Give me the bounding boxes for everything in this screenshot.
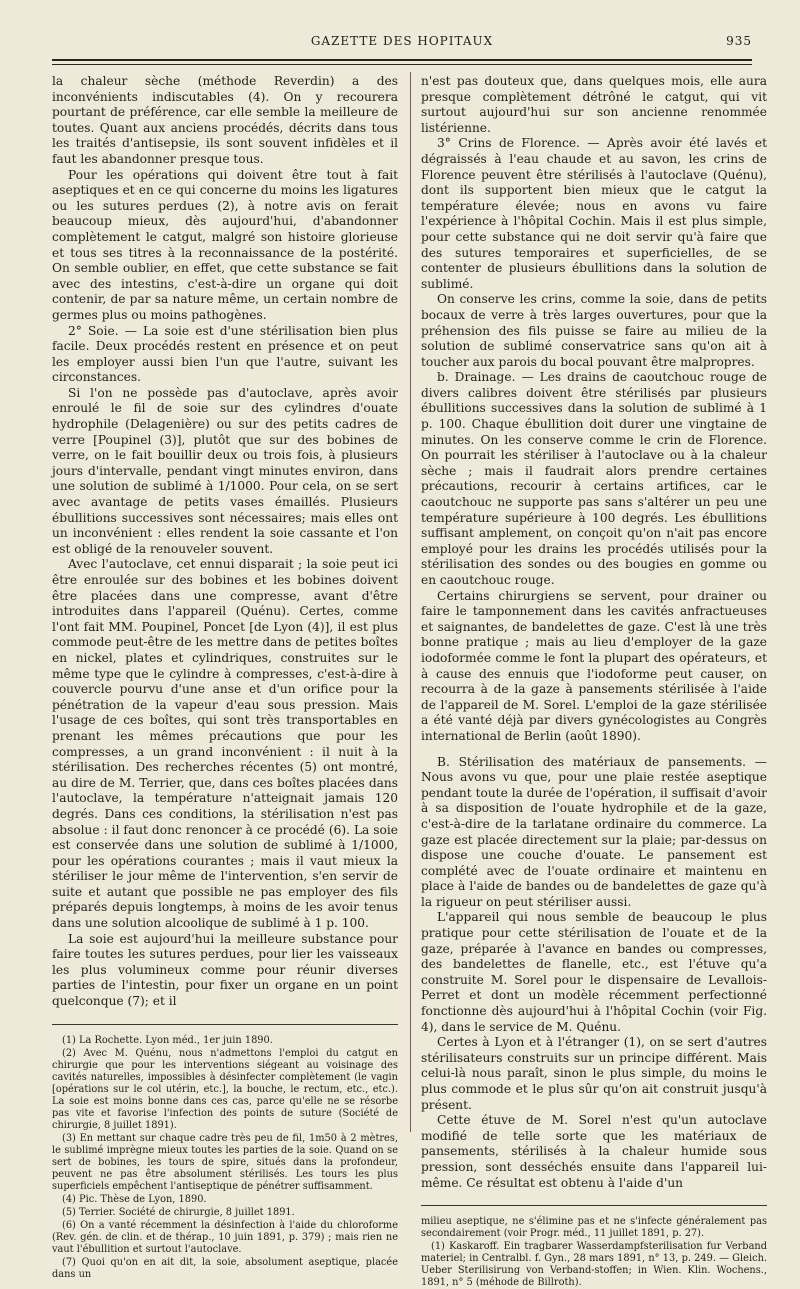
paragraph: Certains chirurgiens se servent, pour drainer ou faire le tamponnement dans les cavités anfractueuses et saignantes, de bandelettes de gaze. C'est là une très bonne pratique ; mais au lieu d'employer de la gaze iodoformée comme le font la plupart des opérateurs, et à cause des ennuis que l'iodoforme peut causer, on recourra à de la gaze à pansements stérilisée à l'aide de l'appareil de M. Sorel. L'emploi de la gaze stérilisée a été vanté déjà par divers gynécologistes au Congrès international de Berlin (août 1890). [421,588,767,743]
header-rule-thin [52,64,752,65]
footnotes [421,1216,767,1289]
paragraph: Pour les opérations qui doivent être tout à fait aseptiques et en ce qui concerne du moins les ligatures ou les sutures perdues (2), à notre avis on ferait beaucoup mieux, dès aujourd'hui, d'abandonner complètement le catgut, malgré son histoire glorieuse et tous ses titres à la reconnaissance de la postérité. On semble oublier, en effet, que cette substance se fait avec des intestins, c'est-à-dire un organe qui doit contenir, de par sa nature même, un certain nombre de germes plus ou moins pathogènes. [52,167,398,322]
paragraph: La soie est aujourd'hui la meilleure substance pour faire toutes les sutures perdues, pour lier les vaisseaux les plus volumineux comme pour réunir diverses parties de l'intestin, pour fixer un organe en un point quelconque (7); et il [52,931,398,1009]
column-divider [410,72,411,1132]
footnote: (3) En mettant sur chaque cadre très peu de fil, 1m50 à 2 mètres, le sublimé imprègne mieux toutes les parties de la soie. Quand on se sert de bobines, les tours de spire, situés dans la profondeur, peuvent ne pas être absolument stérilisés. Les tours les plus superficiels empêchent l'antiseptique de pénétrer suffisamment. [52,1132,398,1192]
footnotes [52,1035,398,1281]
paragraph: Cette étuve de M. Sorel n'est qu'un autoclave modifié de telle sorte que les matériaux de pansements, stérilisés à la chaleur humide sous pression, sont desséchés ensuite dans l'appareil lui-même. Ce résultat est obtenu à l'aide d'un [421,1113,767,1190]
paragraph: L'appareil qui nous semble de beaucoup le plus pratique pour cette stérilisation de l'ouate et de la gaze, préparée à l'avance en bandes ou compresses, des bandelettes de flanelle, etc., est l'étuve qu'a construite M. Sorel pour le dispensaire de Levallois-Perret et dont un modèle récemment perfectionné fonctionne dès aujourd'hui à l'hôpital Cochin (voir Fig. 4), dans le service de M. Quénu. [421,910,767,1034]
paragraph: Si l'on ne possède pas d'autoclave, après avoir enroulé le fil de soie sur des cylindres d'ouate hydrophile (Delagenière) ou sur des petits cadres de verre [Poupinel (3)], plutôt que sur des bobines de verre, on le fait bouillir deux ou trois fois, à plusieurs jours d'intervalle, pendant vingt minutes environ, dans une solution de sublimé à 1/1000. Pour cela, on se sert avec avantage de petits vases émaillés. Plusieurs ébullitions successives sont nécessaires; mais elles ont un inconvénient : elles rendent la soie cassante et l'on est obligé de la renouveler souvent. [52,385,398,556]
paragraph: Avec l'autoclave, cet ennui disparait ; la soie peut ici être enroulée sur des bobines et les bobines doivent être placées dans une compresse, avant d'être introduites dans l'appareil (Quénu). Certes, comme l'ont fait MM. Poupinel, Poncet [de Lyon (4)], il est plus commode peut-être de les mettre dans de petites boîtes en nickel, plates et cylindriques, construites sur le même type que le cylindre à compresses, c'est-à-dire à couvercle pourvu d'une anse et d'un orifice pour la pénétration de la vapeur d'eau sous pression. Mais l'usage de ces boîtes, qui sont très transportables en prenant les mêmes précautions que pour les compresses, a un grand inconvénient : il nuit à la stérilisation. Des recherches récentes (5) ont montré, au dire de M. Terrier, que, dans ces boîtes placées dans l'autoclave, la température n'atteignait jamais 120 degrés. Dans ces conditions, la stérilisation n'est pas absolue : il faut donc renoncer à ce procédé (6). La soie est conservée dans une solution de sublimé à 1/1000, pour les opérations courantes ; mais il vaut mieux la stériliser le jour même de l'intervention, s'en servir de suite et autant que possible ne pas employer des fils préparés depuis longtemps, à moins de les avoir tenus dans une solution alcoolique de sublimé à 1 p. 100. [52,557,398,931]
paragraph: n'est pas douteux que, dans quelques mois, elle aura presque complètement détrôné le catgut, qui vit surtout aujourd'hui sur son ancienne renommée listérienne. [421,74,767,135]
paragraph: b. Drainage. — Les drains de caoutchouc rouge de divers calibres doivent être stérilisés par plusieurs ébullitions successives dans la solution de sublimé à 1 p. 100. Chaque ébullition doit durer une vingtaine de minutes. On les conserve comme le crin de Florence. On pourrait les stériliser à l'autoclave ou à la chaleur sèche ; mais il faudrait alors prendre certaines précautions, recourir à certains artifices, car le caoutchouc ne supporte pas sans s'altérer un peu une température supérieure à 100 degrés. Les ébullitions suffisant amplement, on conçoit qu'on n'ait pas encore employé pour les drains les procédés utilisés pour la stérilisation des sondes ou des bougies en gomme ou en caoutchouc rouge. [421,370,767,587]
footnote-rule [421,1205,767,1206]
right-column [421,74,767,1289]
running-header [52,34,752,52]
footnote: (1) La Rochette. Lyon méd., 1er juin 1890. [62,1034,273,1046]
section-gap [421,745,767,755]
footnote: (6) On a vanté récemment la désinfection à l'aide du chloroforme (Rev. gén. de clin. et de thérap., 10 juin 1891, p. 379) ; mais rien ne vaut l'ébullition et surtout l'autoclave. [52,1219,398,1255]
paragraph: la chaleur sèche (méthode Reverdin) a des inconvénients indiscutables (4). On y recourera pourtant de préférence, car elle semble la meilleure de toutes. Quant aux anciens procédés, décrits dans tous les traités d'antisepsie, ils sont souvent infidèles et il faut les abandonner presque tous. [52,74,398,166]
page-number: 935 [726,34,752,48]
left-column [52,74,398,1280]
paragraph: On conserve les crins, comme la soie, dans de petits bocaux de verre à très larges ouvertures, pour que la préhension des fils puisse se faire au milieu de la solution de sublimé conservatrice sans qu'on ait à toucher aux parois du bocal pouvant être malpropres. [421,292,767,369]
journal-title: GAZETTE DES HOPITAUX [310,34,494,48]
section-heading-paragraph: B. Stérilisation des matériaux de pansements. — Nous avons vu que, pour une plaie restée aseptique pendant toute la durée de l'opération, il suffisait d'avoir à sa disposition de l'ouate hydrophile et de la gaze, c'est-à-dire de la tarlatane ordinaire du commerce. La gaze est placée directement sur la plaie; par-dessus on dispose une couche d'ouate. Le pansement est complété avec de l'ouate ordinaire et maintenu en place à l'aide de bandes ou de bandelettes de gaze qu'à la rigueur on peut stériliser aussi. [421,754,767,909]
footnote: (7) Quoi qu'on en ait dit, la soie, absolument aseptique, placée dans un [52,1256,398,1280]
footnote-continued: milieu aseptique, ne s'élimine pas et ne s'infecte généralement pas secondairement (voir Progr. méd., 11 juillet 1891, p. 27). [421,1216,767,1240]
footnote-rule [52,1024,398,1025]
footnote: (4) Pic. Thèse de Lyon, 1890. [62,1193,207,1205]
paragraph: Certes à Lyon et à l'étranger (1), on se sert d'autres stérilisateurs construits sur un principe différent. Mais celui-là nous paraît, sinon le plus simple, du moins le plus commode et le plus sûr qu'on ait construit jusqu'à présent. [421,1035,767,1112]
footnote: (2) Avec M. Quénu, nous n'admettons l'emploi du catgut en chirurgie que pour les interventions siégeant au voisinage des cavités naturelles, impossibles à désinfecter complètement (le vagin [opérations sur le col utérin, etc.], la bouche, le rectum, etc., etc.). La soie est moins bonne dans ces cas, parce qu'elle ne se résorbe pas vite et favorise l'infection des points de suture (Société de chirurgie, 8 juillet 1891). [52,1047,398,1131]
footnote: (1) Kaskaroff. Ein tragbarer Wasserdampfsterilisation fur Verband materiel; in Centralbl. f. Gyn., 28 mars 1891, n° 13, p. 249. — Gleich. Ueber Sterilisirung von Verband-stoffen; in Wien. Klin. Wochens., 1891, n° 5 (méhode de Billroth). [421,1241,767,1289]
footnote: (5) Terrier. Société de chirurgie, 8 juillet 1891. [62,1206,295,1218]
paragraph: 2° Soie. — La soie est d'une stérilisation bien plus facile. Deux procédés restent en présence et on peut les employer aussi bien l'un que l'autre, suivant les circonstances. [52,323,398,385]
header-rule-thick [52,59,752,61]
paragraph: 3° Crins de Florence. — Après avoir été lavés et dégraissés à l'eau chaude et au savon, les crins de Florence peuvent être stérilisés à l'autoclave (Quénu), dont ils supportent bien mieux que le catgut la température élevée; nous en avons vu faire l'expérience à l'hôpital Cochin. Mais il est plus simple, pour cette substance qui ne doit servir qu'à faire que des sutures temporaires et superficielles, de se contenter de plusieurs ébullitions dans la solution de sublimé. [421,136,767,291]
